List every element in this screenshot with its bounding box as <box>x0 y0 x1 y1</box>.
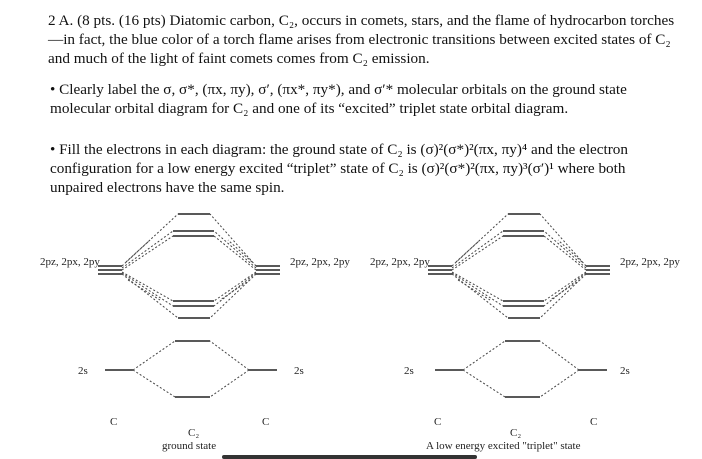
molecule-label-b: C₂ <box>510 427 522 439</box>
atom-right-label: C <box>262 416 270 428</box>
right-p-label-a: 2pz, 2px, 2py <box>290 256 350 268</box>
bullet-label-orbitals: • Clearly label the σ, σ*, (πx, πy), σ′, (πx*, πy*), and σ′* molecular orbitals on the ground state molecular orbital diagram for C₂ and one of its “excited” triplet state orbital diagram. <box>50 81 627 117</box>
right-p-label-b: 2pz, 2px, 2py <box>620 256 680 268</box>
left-p-label-a: 2pz, 2px, 2py <box>40 256 100 268</box>
triplet-state-diagram <box>370 214 680 452</box>
ground-state-caption: ground state <box>162 440 217 452</box>
left-p-label-b: 2pz, 2px, 2py <box>370 256 430 268</box>
triplet-state-caption: A low energy excited "triplet" state <box>426 440 581 452</box>
atom-left-label: C <box>110 416 118 428</box>
molecule-label: C₂ <box>188 427 200 439</box>
left-s-label: 2s <box>78 365 88 377</box>
right-s-label-b: 2s <box>620 365 630 377</box>
atom-left-label-b: C <box>434 416 442 428</box>
right-s-label: 2s <box>294 365 304 377</box>
ground-state-diagram <box>40 214 350 452</box>
problem-intro: 2 A. (8 pts. (16 pts) Diatomic carbon, C₂, occurs in comets, stars, and the flame of hydrocarbon torches—in fact, the blue color of a torch flame arises from electronic transitions between excited states of C₂ and much of the light of faint comets comes from C₂ emission. <box>48 12 675 67</box>
bullet-fill-electrons: • Fill the electrons in each diagram: the ground state of C₂ is (σ)²(σ*)²(πx, πy)⁴ and the electron configuration for a low energy excited “triplet” state of C₂ is (σ)²(σ*)²(πx, πy)³(σ′)¹ where both unpaired electrons have the same spin. <box>50 141 628 196</box>
left-s-label-b: 2s <box>404 365 414 377</box>
atom-right-label-b: C <box>590 416 598 428</box>
scrollbar[interactable] <box>222 455 477 459</box>
